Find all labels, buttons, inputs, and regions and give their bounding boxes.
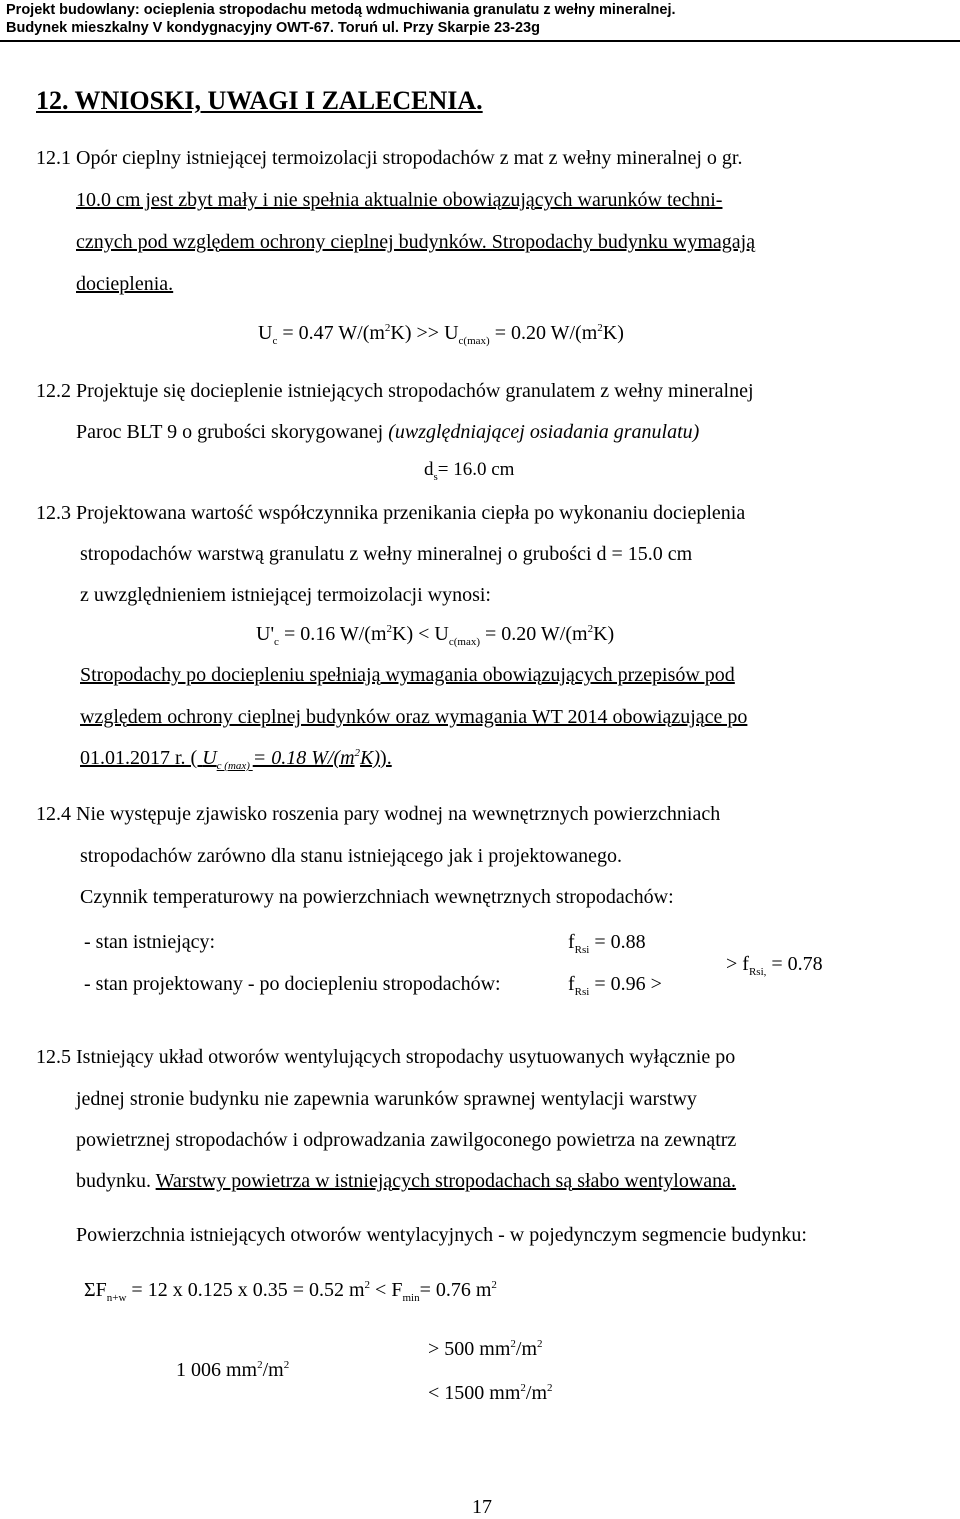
s121-formula: $U_c = 0.47$ $W/(m^2K) >> U_{c(max)} = 0.20$ $W/(m^2K)$ [258,322,624,347]
s125-vent-value: 1 006 $mm^2/m^2$ [176,1359,290,1381]
page-number: 17 [472,1496,492,1518]
s125-line4: budynku. Warstwy powietrza w istniejących stropodachach są słabo wentylowana. [76,1170,737,1192]
s123-bold-line3: 01.01.2017 r. ( $U_{c (max)} = 0.18$ $W/(m^2K)$). [80,747,392,772]
s121-line3: cznych pod względem ochrony cieplnej budynków. Stropodachy budynku wymagają [76,231,756,253]
s125-line3: powietrznej stropodachów i odprowadzania zawilgoconego powietrza na zewnątrz [76,1129,737,1151]
s123-formula: $U'_c = 0.16$ $W/(m^2K) < U_{c(max)} = 0.20$ $W/(m^2K)$ [256,623,615,648]
s125-sum-formula: $\Sigma F_{n+w} = 12$ x 0.125 x 0.35 = 0.52 $m^2 < F_{min}= 0.76$ $m^2$ [84,1279,497,1304]
s122-ds: $d_s= 16.0$ cm [424,459,515,483]
s124-row2-label: - stan projektowany - po dociepleniu stropodachów: [84,973,501,995]
header-line-1: Projekt budowlany: ocieplenia stropodachu metodą wdmuchiwania granulatu z wełny mineralnej. [6,2,676,18]
s124-row1-value: $f_{Rsi} = 0.88$ [568,931,646,956]
s122-line2: Paroc BLT 9 o grubości skorygowanej (uwzględniającej osiadania granulatu) [76,421,700,443]
s121-line1: 12.1 Opór cieplny istniejącej termoizolacji stropodachów z mat z wełny mineralnej o gr. [36,147,743,169]
s124-comparison: > $f_{Rsi,} = 0.78$ [726,953,823,978]
s124-row2-value: $f_{Rsi} = 0.96$ > [568,973,662,998]
s124-row1-label: - stan istniejący: [84,931,216,953]
s125-line2: jednej stronie budynku nie zapewnia warunków sprawnej wentylacji warstwy [76,1088,697,1110]
s123-line3: z uwzględnieniem istniejącej termoizolacji wynosi: [80,584,491,606]
s125-vent-min: > 500 $mm^2/m^2$ [428,1338,543,1360]
section-title: 12. WNIOSKI, UWAGI I ZALECENIA. [36,86,483,115]
s125-vent-max: < 1500 $mm^2/m^2$ [428,1382,553,1404]
s122-line1: 12.2 Projektuje się docieplenie istniejących stropodachów granulatem z wełny mineralnej [36,380,754,402]
s121-line4: docieplenia. [76,273,174,295]
header-rule [0,40,960,42]
s125-line1: 12.5 Istniejący układ otworów wentylujących stropodachy usytuowanych wyłącznie po [36,1046,736,1068]
s121-line2: 10.0 cm jest zbyt mały i nie spełnia aktualnie obowiązujących warunków techni- [76,189,723,211]
s124-line1: 12.4 Nie występuje zjawisko roszenia pary wodnej na wewnętrznych powierzchniach [36,803,721,825]
s123-bold-line1: Stropodachy po dociepleniu spełniają wymagania obowiązujących przepisów pod [80,664,735,686]
s123-line1: 12.3 Projektowana wartość współczynnika przenikania ciepła po wykonaniu docieplenia [36,502,746,524]
s124-line3: Czynnik temperaturowy na powierzchniach wewnętrznych stropodachów: [80,886,674,908]
header-line-2: Budynek mieszkalny V kondygnacyjny OWT-67. Toruń ul. Przy Skarpie 23-23g [6,20,540,36]
s124-line2: stropodachów zarówno dla stanu istniejącego jak i projektowanego. [80,845,623,867]
s123-bold-line2: względem ochrony cieplnej budynków oraz wymagania WT 2014 obowiązujące po [80,706,748,728]
s123-line2: stropodachów warstwą granulatu z wełny mineralnej o grubości d = 15.0 cm [80,543,693,565]
s125-line5: Powierzchnia istniejących otworów wentylacyjnych - w pojedynczym segmencie budynku: [76,1224,807,1246]
